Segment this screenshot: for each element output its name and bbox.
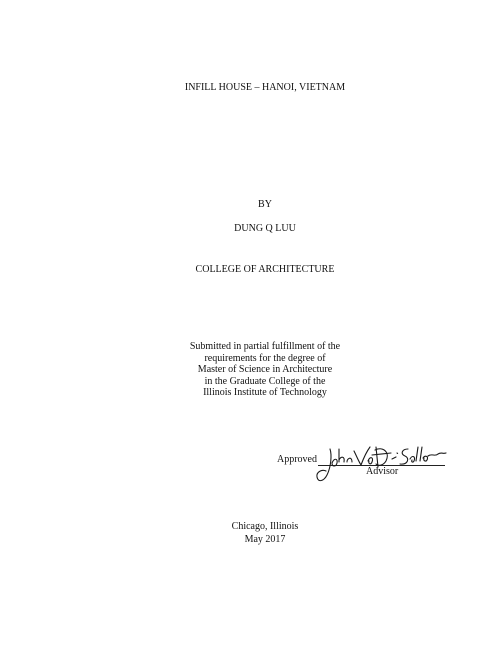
advisor-signature-image — [312, 441, 447, 489]
submission-line: in the Graduate College of the — [204, 375, 326, 387]
college-name: COLLEGE OF ARCHITECTURE — [195, 264, 335, 275]
submission-line: Illinois Institute of Technology — [203, 387, 327, 399]
by-label: BY — [258, 199, 272, 210]
thesis-title: INFILL HOUSE – HANOI, VIETNAM — [184, 82, 346, 93]
place: Chicago, Illinois — [231, 521, 299, 532]
author-name: DUNG Q LUU — [234, 223, 296, 234]
submission-line: Master of Science in Architecture — [197, 364, 333, 376]
submission-statement — [0, 341, 500, 399]
advisor-label: Advisor — [366, 466, 399, 477]
submission-line: Submitted in partial fulfillment of the — [189, 341, 341, 352]
approval-block — [277, 447, 447, 497]
submission-line: requirements for the degree of — [204, 352, 326, 364]
date: May 2017 — [244, 533, 286, 545]
approved-label: Approved — [277, 454, 317, 465]
place-date-block — [0, 521, 500, 546]
